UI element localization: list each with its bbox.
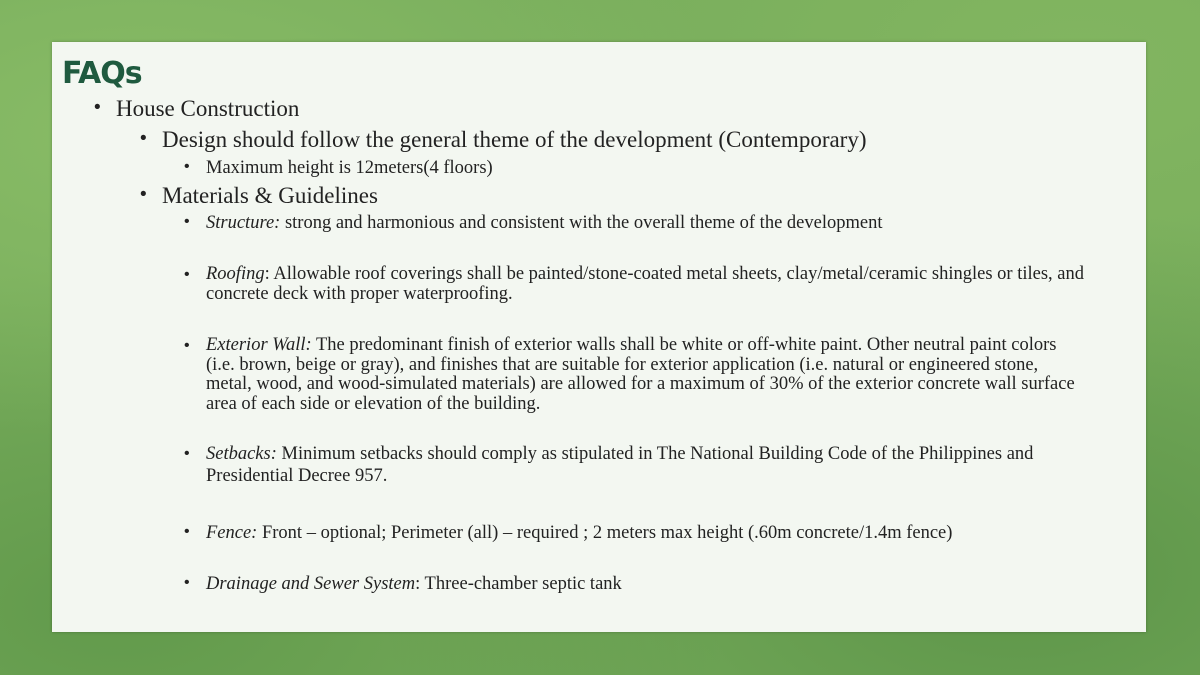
list-item-design [140, 127, 867, 153]
item-text: Minimum setbacks should comply as stipulated in The National Building Code of the Philippines and Presidential Decree 957. [206, 444, 1034, 486]
list-item-structure [184, 213, 883, 234]
item-text: : Allowable roof coverings shall be painted/stone-coated metal sheets, clay/metal/ceramic shingles or tiles, and concrete deck with proper waterproofing. [206, 264, 1084, 304]
bullet: • [184, 445, 190, 462]
item-label: Exterior Wall: [206, 335, 312, 355]
bullet: • [184, 266, 190, 283]
item-text: Maximum height is 12meters(4 floors) [206, 158, 493, 178]
list-item-exterior-wall [184, 335, 1086, 414]
list-item-roofing [184, 264, 1086, 304]
bullet: • [140, 128, 147, 149]
bullet: • [184, 523, 190, 540]
item-label: Fence: [206, 523, 258, 543]
item-text: : Three-chamber septic tank [415, 574, 622, 594]
list-item-house-construction [94, 96, 300, 122]
list-item-fence [184, 523, 953, 544]
item-label: Setbacks: [206, 444, 277, 464]
slide-title: FAQs [62, 56, 142, 91]
item-label: Structure: [206, 213, 281, 233]
bullet: • [184, 158, 190, 175]
list-item-max-height [184, 158, 493, 179]
item-text: Materials & Guidelines [162, 183, 378, 208]
item-label: Drainage and Sewer System [206, 574, 416, 594]
slide-panel [52, 42, 1146, 632]
list-item-setbacks [184, 443, 1106, 487]
item-text: Design should follow the general theme of the development (Contemporary) [162, 127, 867, 152]
item-label: Roofing [206, 264, 265, 284]
item-text: House Construction [116, 96, 300, 121]
item-text: strong and harmonious and consistent with the overall theme of the development [280, 213, 883, 233]
bullet: • [184, 574, 190, 591]
bullet: • [94, 97, 101, 118]
item-text: The predominant finish of exterior walls shall be white or off-white paint. Other neutral paint colors (i.e. brown, beige or gray), and finishes that are suitable for exterior application (i.e. natural or engineered stone, metal, wood, and wood-simulated materials) are allowed for a maximum of 30% of the exterior concrete wall surface area of each side or elevation of the building. [206, 335, 1075, 414]
list-item-materials [140, 183, 378, 209]
bullet: • [140, 184, 147, 205]
item-text: Front – optional; Perimeter (all) – required ; 2 meters max height (.60m concrete/1.4m fence) [257, 523, 953, 543]
bullet: • [184, 213, 190, 230]
list-item-drainage [184, 574, 622, 595]
bullet: • [184, 337, 190, 354]
